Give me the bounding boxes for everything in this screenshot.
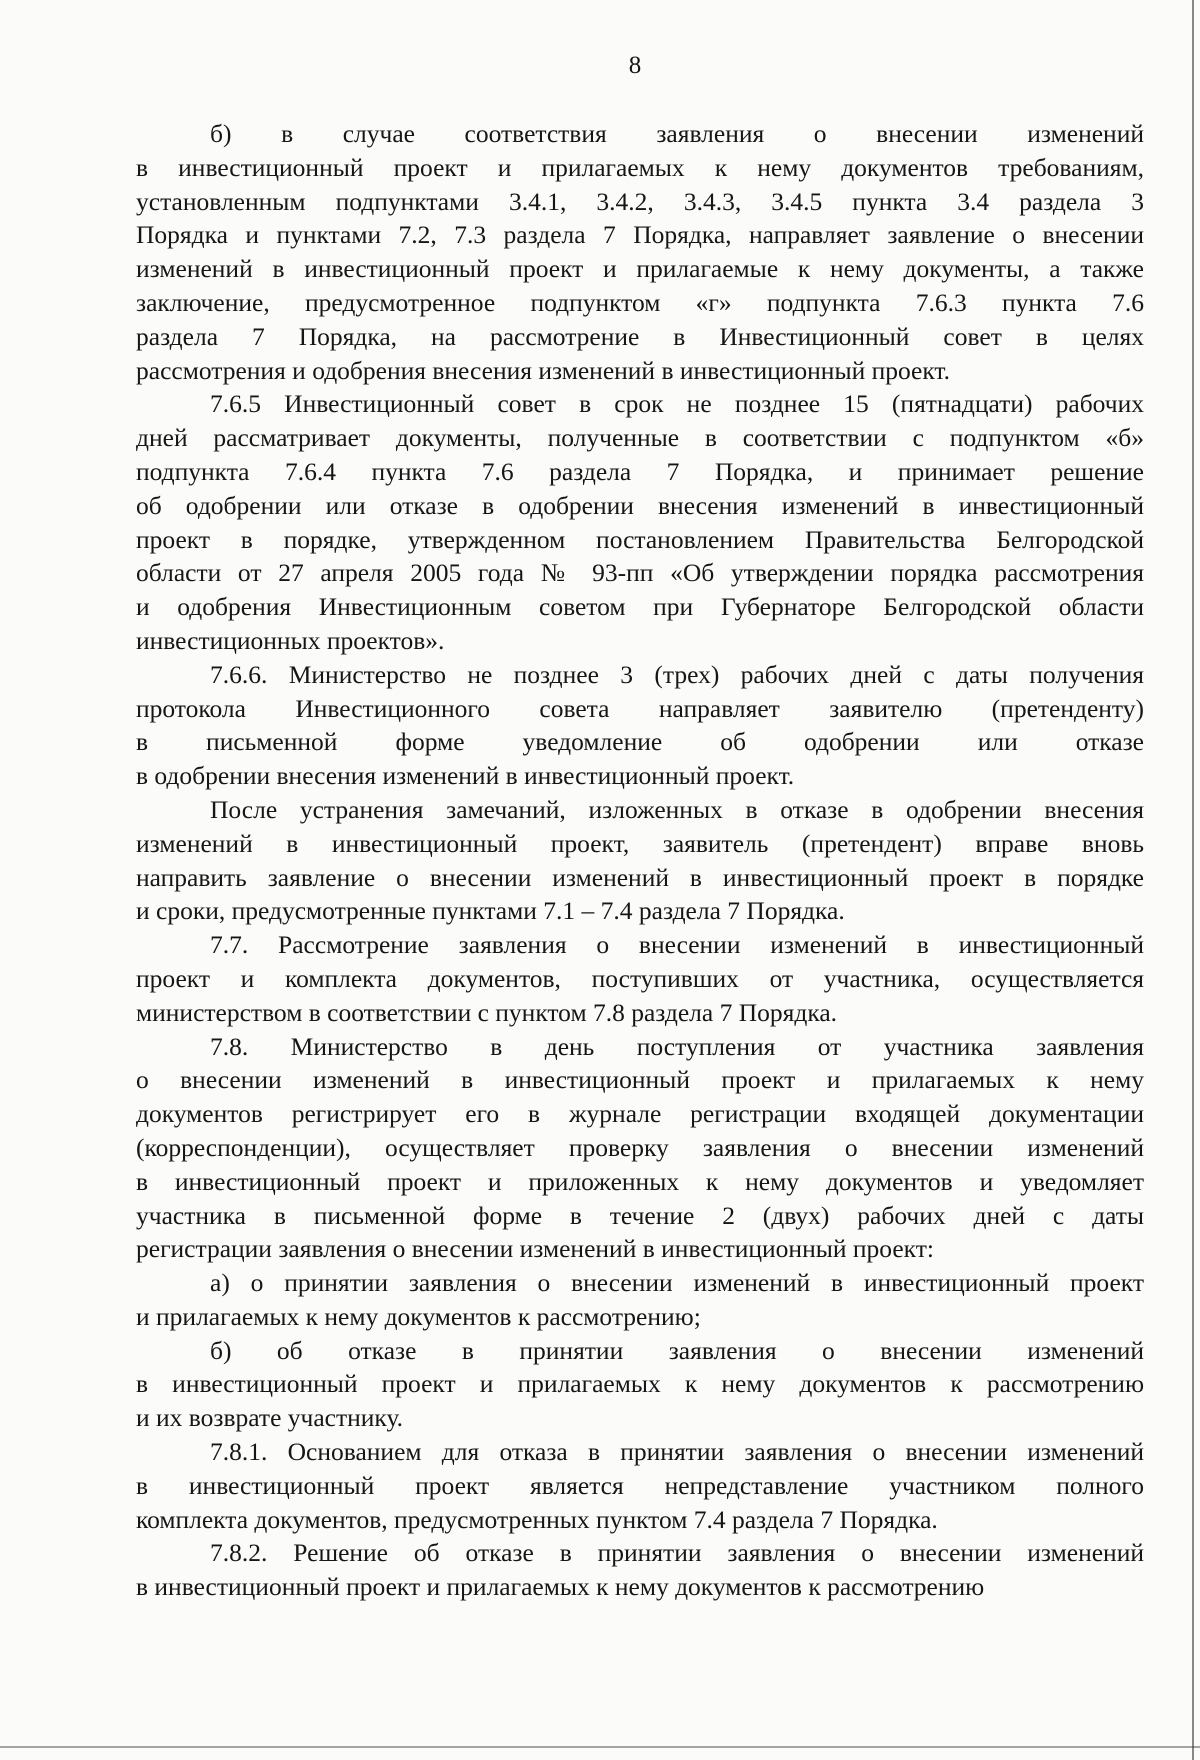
text-line: Порядка и пунктами 7.2, 7.3 раздела 7 Порядка, направляет заявление о внесении xyxy=(136,220,1144,250)
text-line: заключение, предусмотренное подпунктом «г» подпункта 7.6.3 пункта 7.6 xyxy=(136,287,1144,317)
text-line: проект в порядке, утвержденном постановлением Правительства Белгородской xyxy=(136,524,1144,554)
text-line: и их возврате участнику. xyxy=(136,1403,404,1433)
text-line: и сроки, предусмотренные пунктами 7.1 – 7.4 раздела 7 Порядка. xyxy=(136,896,845,926)
text-line: регистрации заявления о внесении изменений в инвестиционный проект: xyxy=(136,1234,934,1264)
paragraph-p-7-6-4-b xyxy=(136,117,1144,387)
text-line: подпункта 7.6.4 пункта 7.6 раздела 7 Порядка, и принимает решение xyxy=(136,456,1144,486)
text-line: раздела 7 Порядка, на рассмотрение в Инвестиционный совет в целях xyxy=(136,321,1144,351)
text-line: протокола Инвестиционного совета направляет заявителю (претенденту) xyxy=(136,693,1144,723)
text-line: инвестиционных проектов». xyxy=(136,625,445,655)
paragraph-p-7-8 xyxy=(136,1030,1144,1267)
text-line: комплекта документов, предусмотренных пунктом 7.4 раздела 7 Порядка. xyxy=(136,1504,938,1534)
text-line: 7.6.6. Министерство не позднее 3 (трех) рабочих дней с даты получения xyxy=(210,659,1144,689)
paragraph-p-7-8-a xyxy=(136,1266,1144,1334)
text-line: рассмотрения и одобрения внесения изменений в инвестиционный проект. xyxy=(136,355,951,385)
text-line: а) о принятии заявления о внесении изменений в инвестиционный проект xyxy=(210,1268,1144,1298)
text-line: проект и комплекта документов, поступивших от участника, осуществляется xyxy=(136,963,1144,993)
text-line: и одобрения Инвестиционным советом при Губернаторе Белгородской области xyxy=(136,592,1144,622)
text-line: изменений в инвестиционный проект и прилагаемые к нему документы, а также xyxy=(136,254,1144,284)
document-body xyxy=(136,117,1144,1604)
text-line: и прилагаемых к нему документов к рассмотрению; xyxy=(136,1301,701,1331)
text-line: в инвестиционный проект является непредставление участником полного xyxy=(136,1470,1144,1500)
text-line: участника в письменной форме в течение 2 (двух) рабочих дней с даты xyxy=(136,1200,1144,1230)
text-line: в письменной форме уведомление об одобрении или отказе xyxy=(136,727,1144,757)
paragraph-p-7-6-5 xyxy=(136,387,1144,657)
text-line: документов регистрирует его в журнале регистрации входящей документации xyxy=(136,1099,1144,1129)
text-line: в одобрении внесения изменений в инвестиционный проект. xyxy=(136,761,795,791)
paragraph-p-7-7 xyxy=(136,928,1144,1029)
text-line: министерством в соответствии с пунктом 7.8 раздела 7 Порядка. xyxy=(136,997,838,1027)
text-line: в инвестиционный проект и прилагаемых к нему документов требованиям, xyxy=(136,152,1144,182)
page-number: 8 xyxy=(628,52,642,79)
text-line: дней рассматривает документы, полученные в соответствии с подпунктом «б» xyxy=(136,423,1144,453)
text-line: о внесении изменений в инвестиционный проект и прилагаемых к нему xyxy=(136,1065,1144,1095)
text-line: в инвестиционный проект и прилагаемых к нему документов к рассмотрению xyxy=(136,1369,1144,1399)
scan-edge-right xyxy=(1192,0,1194,1760)
text-line: После устранения замечаний, изложенных в отказе в одобрении внесения xyxy=(210,794,1144,824)
text-line: в инвестиционный проект и приложенных к нему документов и уведомляет xyxy=(136,1166,1144,1196)
paragraph-p-7-8-2 xyxy=(136,1536,1144,1604)
text-line: установленным подпунктами 3.4.1, 3.4.2, 3.4.3, 3.4.5 пункта 3.4 раздела 3 xyxy=(136,186,1144,216)
text-line: 7.8. Министерство в день поступления от участника заявления xyxy=(210,1031,1144,1061)
text-line: б) в случае соответствия заявления о внесении изменений xyxy=(210,119,1144,148)
text-line: об одобрении или отказе в одобрении внесения изменений в инвестиционный xyxy=(136,490,1144,520)
text-line: 7.8.2. Решение об отказе в принятии заявления о внесении изменений xyxy=(210,1538,1144,1568)
text-line: 7.6.5 Инвестиционный совет в срок не позднее 15 (пятнадцати) рабочих xyxy=(210,389,1144,419)
paragraph-p-7-8-b xyxy=(136,1334,1144,1435)
text-line: направить заявление о внесении изменений в инвестиционный проект в порядке xyxy=(136,862,1144,892)
text-line: 7.8.1. Основанием для отказа в принятии заявления о внесении изменений xyxy=(210,1437,1144,1467)
paragraph-p-after-remarks xyxy=(136,793,1144,928)
text-line: (корреспонденции), осуществляет проверку заявления о внесении изменений xyxy=(136,1132,1144,1162)
text-line: 7.7. Рассмотрение заявления о внесении изменений в инвестиционный xyxy=(210,930,1144,960)
paragraph-p-7-6-6 xyxy=(136,658,1144,793)
text-line: изменений в инвестиционный проект, заявитель (претендент) вправе вновь xyxy=(136,828,1144,858)
text-line: области от 27 апреля 2005 года № 93-пп «Об утверждении порядка рассмотрения xyxy=(136,558,1144,588)
paragraph-p-7-8-1 xyxy=(136,1435,1144,1536)
text-line: в инвестиционный проект и прилагаемых к нему документов к рассмотрению xyxy=(136,1572,985,1602)
text-line: б) об отказе в принятии заявления о внесении изменений xyxy=(210,1335,1144,1365)
scan-edge-bottom xyxy=(0,1746,1200,1748)
